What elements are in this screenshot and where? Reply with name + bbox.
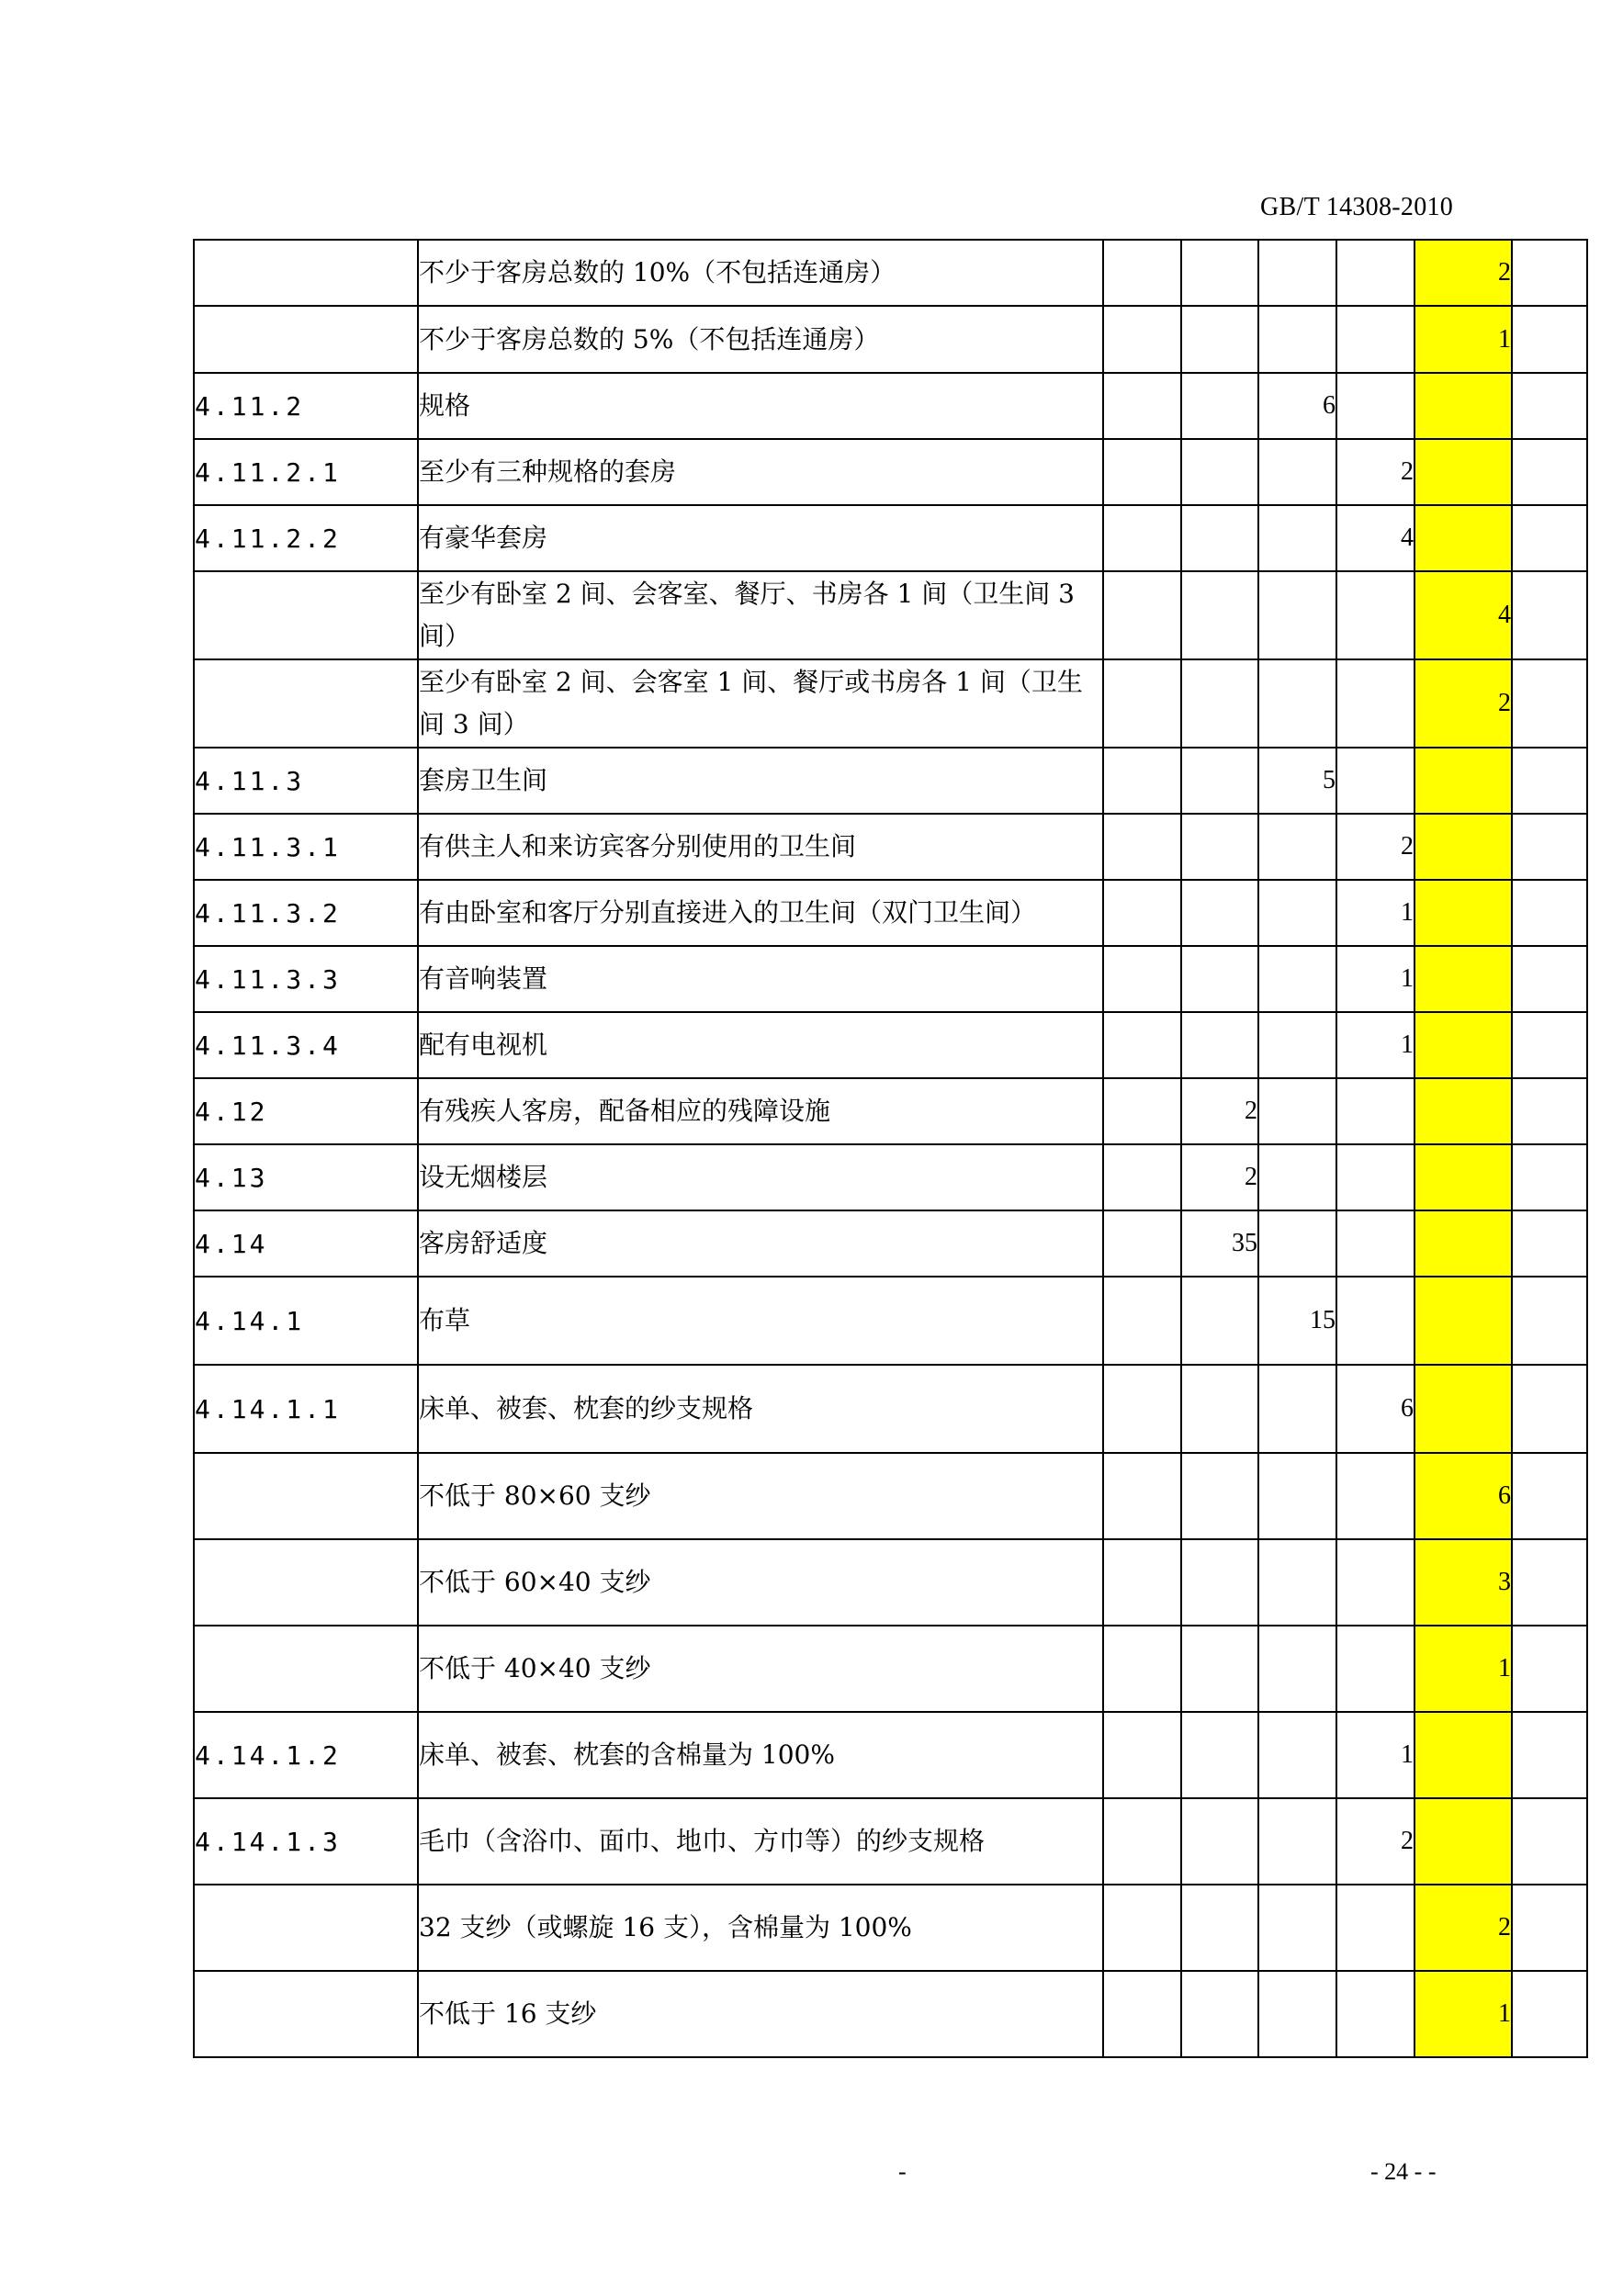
row-col-3	[1258, 505, 1336, 571]
row-score: 1	[1414, 1971, 1512, 2057]
row-col-1	[1103, 306, 1181, 373]
row-col-3	[1258, 880, 1336, 946]
row-remark	[1512, 373, 1587, 439]
row-col-2	[1181, 1453, 1258, 1539]
row-score	[1414, 373, 1512, 439]
standard-code: GB/T 14308-2010	[1260, 193, 1454, 221]
row-code	[194, 240, 418, 306]
row-score	[1414, 1712, 1512, 1798]
row-col-3	[1258, 1712, 1336, 1798]
row-col-1	[1103, 1885, 1181, 1971]
row-col-2	[1181, 1885, 1258, 1971]
row-col-1	[1103, 1365, 1181, 1453]
row-score	[1414, 1012, 1512, 1078]
row-col-2: 2	[1181, 1078, 1258, 1144]
row-col-3	[1258, 1626, 1336, 1712]
row-col-1	[1103, 439, 1181, 505]
table-row	[194, 748, 1587, 814]
row-score: 1	[1414, 1626, 1512, 1712]
table-row	[194, 1971, 1587, 2057]
table-row	[194, 946, 1587, 1012]
row-col-2	[1181, 1277, 1258, 1365]
table-row	[194, 1626, 1587, 1712]
row-description: 不低于 80×60 支纱	[418, 1453, 1103, 1539]
row-remark	[1512, 1798, 1587, 1885]
row-description: 不低于 16 支纱	[418, 1971, 1103, 2057]
row-score: 6	[1414, 1453, 1512, 1539]
row-description: 有供主人和来访宾客分别使用的卫生间	[418, 814, 1103, 880]
row-col-3	[1258, 1210, 1336, 1277]
row-col-4	[1336, 1885, 1414, 1971]
row-remark	[1512, 880, 1587, 946]
row-description: 设无烟楼层	[418, 1144, 1103, 1210]
row-col-3	[1258, 1885, 1336, 1971]
row-remark	[1512, 1885, 1587, 1971]
row-col-4	[1336, 659, 1414, 748]
row-col-4: 6	[1336, 1365, 1414, 1453]
row-description: 布草	[418, 1277, 1103, 1365]
row-col-2	[1181, 439, 1258, 505]
row-col-4: 1	[1336, 880, 1414, 946]
table-row	[194, 240, 1587, 306]
table-row	[194, 1798, 1587, 1885]
row-score	[1414, 1078, 1512, 1144]
row-col-3	[1258, 306, 1336, 373]
row-remark	[1512, 659, 1587, 748]
row-col-3: 6	[1258, 373, 1336, 439]
row-col-4: 2	[1336, 1798, 1414, 1885]
row-col-1	[1103, 946, 1181, 1012]
row-col-1	[1103, 1971, 1181, 2057]
row-col-4	[1336, 373, 1414, 439]
row-description: 有音响装置	[418, 946, 1103, 1012]
row-remark	[1512, 1453, 1587, 1539]
table-row	[194, 814, 1587, 880]
row-description: 不低于 60×40 支纱	[418, 1539, 1103, 1626]
table-row	[194, 1210, 1587, 1277]
row-col-1	[1103, 1078, 1181, 1144]
row-col-2	[1181, 1712, 1258, 1798]
row-description: 规格	[418, 373, 1103, 439]
row-col-1	[1103, 1144, 1181, 1210]
row-col-4: 1	[1336, 1012, 1414, 1078]
row-remark	[1512, 1144, 1587, 1210]
row-remark	[1512, 814, 1587, 880]
row-description: 配有电视机	[418, 1012, 1103, 1078]
row-code: 4.11.3.2	[194, 880, 418, 946]
row-description: 不低于 40×40 支纱	[418, 1626, 1103, 1712]
table-row	[194, 1365, 1587, 1453]
row-code: 4.11.3.1	[194, 814, 418, 880]
row-col-1	[1103, 240, 1181, 306]
row-col-2	[1181, 1626, 1258, 1712]
row-description: 不少于客房总数的 5%（不包括连通房）	[418, 306, 1103, 373]
row-description: 至少有三种规格的套房	[418, 439, 1103, 505]
row-col-2	[1181, 1539, 1258, 1626]
table-row	[194, 439, 1587, 505]
row-remark	[1512, 1277, 1587, 1365]
row-code: 4.14.1	[194, 1277, 418, 1365]
row-col-1	[1103, 748, 1181, 814]
row-remark	[1512, 1712, 1587, 1798]
row-col-4	[1336, 1539, 1414, 1626]
table-row	[194, 1712, 1587, 1798]
row-col-4	[1336, 748, 1414, 814]
row-code	[194, 306, 418, 373]
row-remark	[1512, 1539, 1587, 1626]
row-col-3	[1258, 1971, 1336, 2057]
row-code: 4.14.1.2	[194, 1712, 418, 1798]
row-score	[1414, 1277, 1512, 1365]
row-score: 4	[1414, 571, 1512, 659]
row-col-3	[1258, 1453, 1336, 1539]
table-row	[194, 1453, 1587, 1539]
row-code	[194, 1453, 418, 1539]
row-col-3	[1258, 1365, 1336, 1453]
table-row	[194, 880, 1587, 946]
row-col-1	[1103, 880, 1181, 946]
row-col-2	[1181, 1012, 1258, 1078]
row-col-2	[1181, 373, 1258, 439]
row-col-2	[1181, 240, 1258, 306]
row-code: 4.14.1.3	[194, 1798, 418, 1885]
footer-dash: -	[898, 2158, 907, 2185]
row-score	[1414, 1144, 1512, 1210]
row-col-1	[1103, 1798, 1181, 1885]
row-col-1	[1103, 1210, 1181, 1277]
row-description: 不少于客房总数的 10%（不包括连通房）	[418, 240, 1103, 306]
row-remark	[1512, 240, 1587, 306]
row-description: 床单、被套、枕套的纱支规格	[418, 1365, 1103, 1453]
row-col-1	[1103, 1012, 1181, 1078]
table-row	[194, 1012, 1587, 1078]
row-code	[194, 571, 418, 659]
row-remark	[1512, 505, 1587, 571]
row-col-2	[1181, 306, 1258, 373]
table-row	[194, 505, 1587, 571]
row-col-2	[1181, 946, 1258, 1012]
row-col-3	[1258, 1144, 1336, 1210]
row-code: 4.11.3.4	[194, 1012, 418, 1078]
row-description: 32 支纱（或螺旋 16 支），含棉量为 100%	[418, 1885, 1103, 1971]
row-col-3	[1258, 1798, 1336, 1885]
row-col-3: 15	[1258, 1277, 1336, 1365]
row-remark	[1512, 571, 1587, 659]
row-col-2	[1181, 748, 1258, 814]
row-col-3	[1258, 240, 1336, 306]
row-col-4	[1336, 240, 1414, 306]
row-col-4	[1336, 1453, 1414, 1539]
row-remark	[1512, 1012, 1587, 1078]
row-col-3	[1258, 1078, 1336, 1144]
row-col-2	[1181, 571, 1258, 659]
row-col-4	[1336, 306, 1414, 373]
row-code	[194, 1539, 418, 1626]
row-description: 套房卫生间	[418, 748, 1103, 814]
row-col-1	[1103, 1277, 1181, 1365]
row-col-4	[1336, 1971, 1414, 2057]
table-row	[194, 373, 1587, 439]
row-description: 毛巾（含浴巾、面巾、地巾、方巾等）的纱支规格	[418, 1798, 1103, 1885]
row-score	[1414, 880, 1512, 946]
row-code	[194, 1971, 418, 2057]
row-col-1	[1103, 571, 1181, 659]
row-score: 2	[1414, 1885, 1512, 1971]
row-col-1	[1103, 1539, 1181, 1626]
row-col-3	[1258, 1012, 1336, 1078]
row-code	[194, 1885, 418, 1971]
row-code: 4.14	[194, 1210, 418, 1277]
row-code: 4.11.3	[194, 748, 418, 814]
row-remark	[1512, 1210, 1587, 1277]
row-code: 4.11.2.1	[194, 439, 418, 505]
row-score	[1414, 1210, 1512, 1277]
row-description: 至少有卧室 2 间、会客室、餐厅、书房各 1 间（卫生间 3 间）	[418, 571, 1103, 659]
row-col-2	[1181, 814, 1258, 880]
row-code	[194, 1626, 418, 1712]
row-code: 4.11.3.3	[194, 946, 418, 1012]
row-col-4: 4	[1336, 505, 1414, 571]
row-col-3	[1258, 439, 1336, 505]
table-row	[194, 306, 1587, 373]
row-code: 4.13	[194, 1144, 418, 1210]
row-col-3	[1258, 659, 1336, 748]
row-col-4: 2	[1336, 814, 1414, 880]
row-remark	[1512, 748, 1587, 814]
table-row	[194, 571, 1587, 659]
row-col-1	[1103, 373, 1181, 439]
row-col-4	[1336, 1626, 1414, 1712]
row-score	[1414, 1365, 1512, 1453]
row-col-2	[1181, 1365, 1258, 1453]
table-row	[194, 659, 1587, 748]
row-score: 1	[1414, 306, 1512, 373]
row-col-1	[1103, 505, 1181, 571]
row-remark	[1512, 1626, 1587, 1712]
row-col-4	[1336, 1277, 1414, 1365]
row-description: 至少有卧室 2 间、会客室 1 间、餐厅或书房各 1 间（卫生间 3 间）	[418, 659, 1103, 748]
row-col-2	[1181, 505, 1258, 571]
row-col-2	[1181, 659, 1258, 748]
row-col-4	[1336, 571, 1414, 659]
row-col-1	[1103, 814, 1181, 880]
row-col-2	[1181, 1798, 1258, 1885]
row-col-1	[1103, 1712, 1181, 1798]
row-code	[194, 659, 418, 748]
table-row	[194, 1885, 1587, 1971]
table-row	[194, 1144, 1587, 1210]
row-score	[1414, 1798, 1512, 1885]
row-remark	[1512, 306, 1587, 373]
row-col-4: 2	[1336, 439, 1414, 505]
row-remark	[1512, 1971, 1587, 2057]
row-score	[1414, 505, 1512, 571]
row-remark	[1512, 439, 1587, 505]
row-remark	[1512, 1078, 1587, 1144]
row-col-3	[1258, 1539, 1336, 1626]
row-description: 客房舒适度	[418, 1210, 1103, 1277]
row-description: 有由卧室和客厅分别直接进入的卫生间（双门卫生间）	[418, 880, 1103, 946]
scoring-table	[193, 239, 1588, 2058]
row-col-2	[1181, 880, 1258, 946]
row-col-3	[1258, 571, 1336, 659]
row-code: 4.11.2.2	[194, 505, 418, 571]
row-score: 2	[1414, 659, 1512, 748]
row-col-3: 5	[1258, 748, 1336, 814]
row-description: 床单、被套、枕套的含棉量为 100%	[418, 1712, 1103, 1798]
row-col-4: 1	[1336, 1712, 1414, 1798]
row-score	[1414, 439, 1512, 505]
row-score	[1414, 946, 1512, 1012]
row-col-1	[1103, 659, 1181, 748]
row-col-1	[1103, 1626, 1181, 1712]
row-score: 3	[1414, 1539, 1512, 1626]
row-col-2	[1181, 1971, 1258, 2057]
row-col-4: 1	[1336, 946, 1414, 1012]
row-remark	[1512, 946, 1587, 1012]
row-col-2: 35	[1181, 1210, 1258, 1277]
row-score: 2	[1414, 240, 1512, 306]
row-remark	[1512, 1365, 1587, 1453]
table-row	[194, 1539, 1587, 1626]
row-code: 4.11.2	[194, 373, 418, 439]
row-code: 4.12	[194, 1078, 418, 1144]
row-col-2: 2	[1181, 1144, 1258, 1210]
row-col-3	[1258, 946, 1336, 1012]
page-number: - 24 - -	[1370, 2158, 1437, 2185]
table-row	[194, 1078, 1587, 1144]
row-col-4	[1336, 1210, 1414, 1277]
row-col-4	[1336, 1078, 1414, 1144]
row-score	[1414, 748, 1512, 814]
row-col-3	[1258, 814, 1336, 880]
row-description: 有残疾人客房，配备相应的残障设施	[418, 1078, 1103, 1144]
row-code: 4.14.1.1	[194, 1365, 418, 1453]
row-col-1	[1103, 1453, 1181, 1539]
row-description: 有豪华套房	[418, 505, 1103, 571]
row-score	[1414, 814, 1512, 880]
table-row	[194, 1277, 1587, 1365]
row-col-4	[1336, 1144, 1414, 1210]
